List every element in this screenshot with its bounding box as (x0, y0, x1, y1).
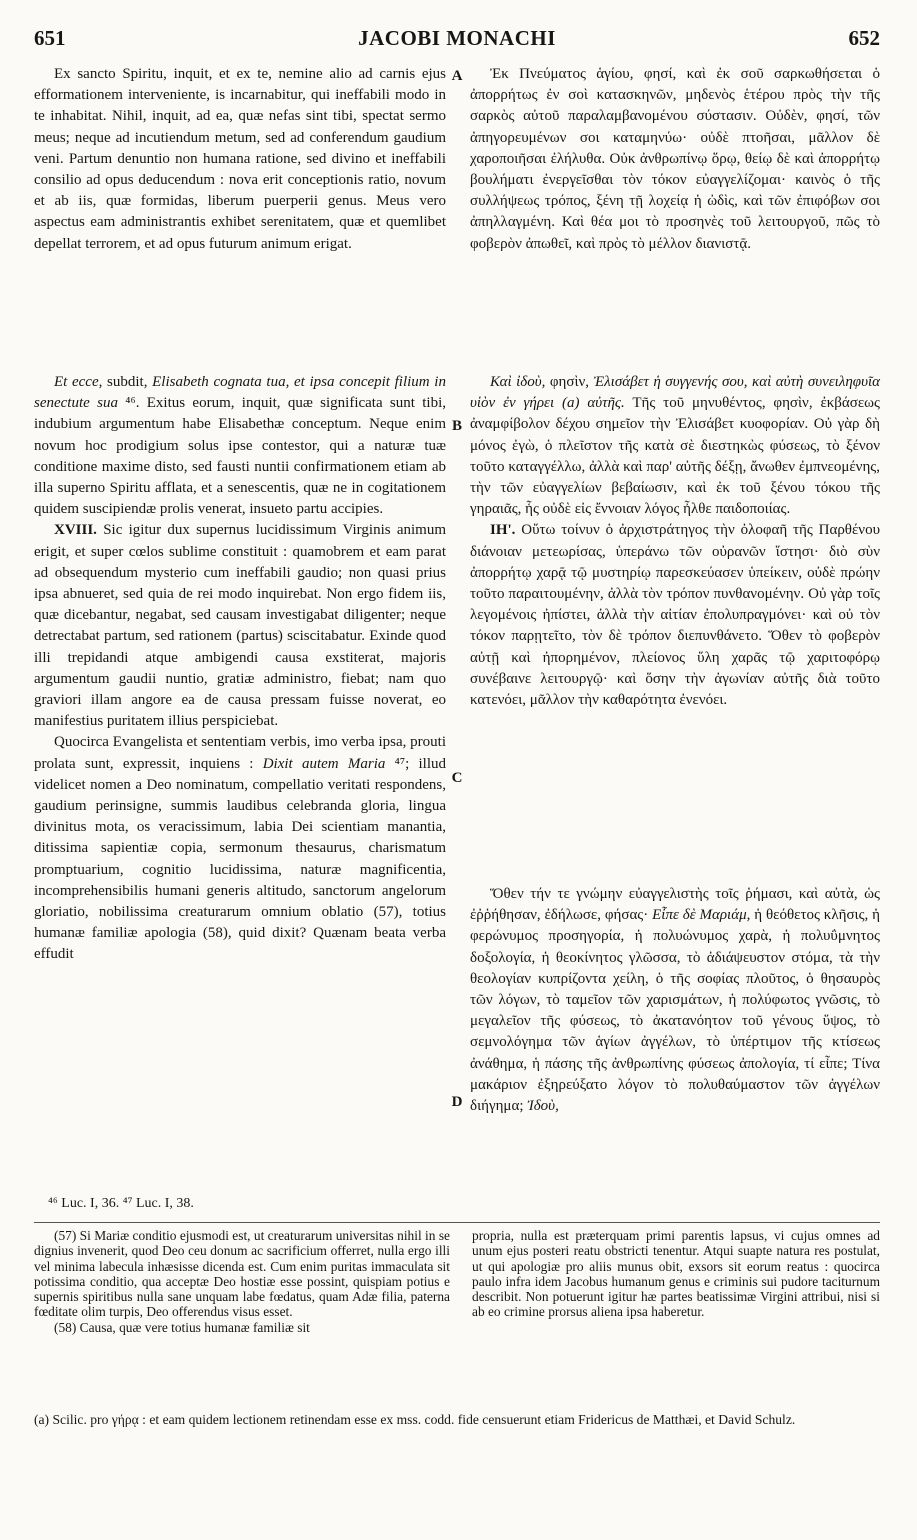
greek-paragraph-1: Ἐκ Πνεύματος ἁγίου, φησί, καὶ ἐκ σοῦ σαρκωθήσεται ὁ ἀπορρήτως ἐν σοὶ κατασκηνῶν, μηδενὸς ἑτέρου πρὸς τὴν τῆς σαρκὸς αὐτοῦ παραλαμβανομένου σύστασιν. Οὐδὲν, φησί, τῶν ἀπηγορευμένων σοι καταμηνύω· οὐδὲ πτοῆσαι, μᾶλλον δὲ χαροποιῆσαι ἐλήλυθα. Οὐκ ἀνθρωπίνῳ ὅρῳ, θείῳ δὲ καὶ ἀπορρήτῳ βουλήματι ἐνεργεῖσθαι τὸν τόκον εὐαγγελίζομαι· καινὸς ὁ τῆς συλλήψεως τρόπος, ξένη τῇ λοχείᾳ ἡ ὠδὶς, καὶ τῶν ἐπιφόβων σοι ἀπηλλαγμένη. Καὶ θέα μοι τὸ προσηνὲς τοῦ λειτουργοῦ, πῶς τὸ φοβερὸν ἀπωθεῖ, καὶ πρὸς τὸ μέλλον διανιστᾷ. (470, 66, 880, 252)
greek-column-block-3 (470, 884, 880, 1117)
footnote-58-continued: propria, nulla est præterquam primi parentis lapsus, vi cujus omnes ad unum ejus posteri reatu obstricti tenentur. Atqui suapte natura res postulat, ut qui apologiæ pro aliis munus obit, exsors sit eorum reatus : quocirca paulo infra idem Jacobus humanum genus e criminis sui pudore taciturnum describit. Non potuerunt igitur hæ partes beatissimæ Virgini attribui, nisi si ab eo crimine prorsus aliena ipsa haberetur. (472, 1228, 880, 1320)
footnotes-left (34, 1228, 450, 1335)
critical-apparatus-note: (a) Scilic. pro γήρᾳ : et eam quidem lectionem retinendam esse ex mss. codd. fide censuerunt etiam Fridericus de Matthæi, et David Schulz. (34, 1412, 796, 1427)
scripture-references: ⁴⁶ Luc. I, 36. ⁴⁷ Luc. I, 38. (48, 1196, 194, 1211)
latin-quote-maria: Dixit autem Maria (262, 755, 386, 772)
latin-column-block-2 (34, 372, 446, 966)
greek-paragraph-4: Ὅθεν τήν τε γνώμην εὐαγγελιστὴς τοῖς ῥήμασι, καὶ αὐτὰ, ὡς ἐῤῥήθησαν, ἐδήλωσε, φήσας· Εἶπε δὲ Μαριάμ, ἡ θεόθετος κλῆσις, ἡ φερώνυμος προσηγορία, ἡ πολυώνυμος χαρὰ, ἡ πολυΰμνητος δοξολογία, ἡ θεοκίνητος γλῶσσα, τὸ ἀδιάψευστον στόμα, τὰ τὴν θεολογίαν κυπρίζοντα χείλη, ὁ τῆς σοφίας πλοῦτος, ὁ θησαυρὸς τῶν λόγων, τὸ ταμεῖον τῶν χαρισμάτων, ἡ πολύφωτος γνῶσις, τὸ μεγαλεῖον τῆς φύσεως, τὸ ἀκατανόητον τοῦ γένους ὕψος, τὸ σεμνολόγημα τῶν ἁγίων ἀγγέλων, τὸ ὑπέρτιμον τῆς κτίσεως ἀνάθημα, ἡ πάσης τῆς ἀνθρωπίνης φύσεως ἀπολογία, τί εἶπε; Τίνα μακάριον ἐξηρεύξατο λόγον τὸ πολυθαύμαστον τῶν ἀγγέλων διήγημα; Ἰδοὺ, (470, 886, 880, 1115)
greek-paragraph-3: ΙΗ'. Οὕτω τοίνυν ὁ ἀρχιστράτηγος τὴν ὀλοφαῆ τῆς Παρθένου διάνοιαν μετεωρίσας, ὑπεράνω τῶν οὐρανῶν ἵστησι· διὸ σὺν ἀπορρήτῳ χαρᾷ τῷ μυστηρίῳ παρεσκεύασεν ὑπείκειν, οὐδὲ πρώην τοῦτο παραιτουμένην, ἀλλὰ τὸν τρόπον πυνθανομένην. Οὐ γὰρ τοῖς λεγομένοις ἠπίστει, ἀλλὰ τὴν αἰτίαν ἐπολυπραγμόνει· καὶ οὐ τὸν τόκον παρῃτεῖτο, τὸν δὲ τρόπον διεπυνθάνετο. Ὅθεν τὸ φοβερὸν αὐτῇ καὶ ἠπορημένον, πλείονος ὕλη χαρᾶς τῷ χαριτοφόρῳ συνέβαινε λειτουργῷ· καὶ ὅσην τὴν ἀγωνίαν αὐτῆς διὰ τοῦτο κατενόει, μᾶλλον τὴν καθαρότητα ἐνενόει. (470, 522, 880, 709)
section-marker-c: C (451, 770, 463, 786)
greek-paragraph-2: Καὶ ἰδοὺ, φησὶν, Ἐλισάβετ ἡ συγγενής σου, καὶ αὐτὴ συνειληφυῖα υἱὸν ἐν γήρει (a) αὐτῆς. Τῆς τοῦ μηνυθέντος, φησὶν, ἐκβάσεως ἀναμφίβολον δέχου σημεῖον τὴν Ἐλισάβετ κυοφορίαν. Οὐ γὰρ δὴ μόνος ἐγὼ, ὁ πλεῖστον τῆς κατὰ σὲ διεστηκὼς φύσεως, τὸ ξένον τοῦτο καταγγέλλω, ἀλλὰ καὶ παρ' αὐτῆς δέξῃ, ἄνωθεν ἐμπνεομένης, τὴν τῶν εὐαγγελίων βεβαίωσιν, καὶ ἐκ τοῦ ξένου τόκου τῆς γηραιᾶς, ἧς οὐδὲ εἰς ἔννοιαν λόγος ἦλθε παιδοποιίας. (470, 374, 881, 518)
footnotes-right (472, 1228, 880, 1320)
latin-paragraph-2: Et ecce, subdit, Elisabeth cognata tua, et ipsa concepit filium in senectute sua ⁴⁶. Exitus eorum, inquit, quæ significata sunt tibi, indubium argumentum habe Elisabethæ conceptum. Neque enim novum hoc prodigium solus ipse contestor, qui a naturæ tuæ conditione maxime disto, sed fausti nuntii confirmationem etiam ab illa superno Spiritu afflata, et a senescentis, quæ ne in cogitationem quidem suscipiendæ prolis venerat, insueto partu accipies. (34, 374, 446, 518)
page-header (34, 20, 880, 60)
section-marker-a: A (451, 68, 463, 84)
latin-ref-47: ⁴⁷ (385, 755, 406, 772)
footnote-58: (58) Causa, quæ vere totius humanæ familiæ sit (54, 1319, 310, 1335)
footnote-57: (57) Si Mariæ conditio ejusmodi est, ut creaturarum universitas nihil in se dignius invenerit, quod Deo ceu donum ac sacrificium offerret, nulla ergo illi vel minima labecula inhæsisse dicenda est. Cum enim puritas immaculata sit potissima conditio, qua acceptæ Deo hostiæ esse possint, quispiam potius e supernis spiritibus nulla sane unquam labe fœdatus, quam Adæ filia, paterna fœditate olim turpis, Deo offerendus visus esset. (34, 1228, 450, 1320)
page-number-right: 652 (848, 26, 880, 50)
running-title: JACOBI MONACHI (358, 26, 556, 50)
section-number-greek: ΙΗ'. (490, 522, 516, 539)
latin-quote: Elisabeth cognata tua, et ipsa concepit filium in senectute sua (34, 374, 446, 412)
latin-paragraph-3: XVIII. Sic igitur dux supernus lucidissimum Virginis animum erigit, et super cœlos sublime constituit : quamobrem et eam parat ad obsequendum mysterio cum ineffabili gaudio; non quasi prius ipsa abnueret, sed quia de rei modo inquirebat. Non ergo fidem iis, quæ dicebantur, negabat, sed causam investigabat diligenter; neque detrectabat partum, sed rationem (partus) sciscitabatur. Exinde quod illi trepidandi atque ambigendi causa exstiterat, majoris argumentum gaudii nuntio, gratiæ administro, fiebat; nam quo graviori illam angore ea de causa pressam fuisse noverat, eo manifestius puritatem illius perspiciebat. (34, 522, 446, 730)
greek-column-block-2 (470, 372, 880, 711)
greek-quote-mariam: Εἶπε δὲ Μαριάμ, (652, 907, 751, 924)
section-marker-b: B (451, 418, 462, 434)
section-marker-d: D (451, 1094, 463, 1110)
footnote-divider (34, 1222, 880, 1223)
greek-quote: Ἐλισάβετ ἡ συγγενής σου, καὶ αὐτὴ συνειληφυῖα υἱὸν ἐν γήρει (a) αὐτῆς. (470, 374, 881, 412)
section-number-latin: XVIII. (54, 522, 97, 539)
greek-column-block-1 (470, 64, 880, 255)
latin-column-block-1 (34, 64, 446, 255)
latin-quote-intro: Et ecce, (54, 374, 103, 390)
latin-paragraph-1: Ex sancto Spiritu, inquit, et ex te, nemine alio ad carnis ejus efformationem interveniente, is incarnabitur, qui ineffabili modo in te inhabitat. Nihil, inquit, ad ea, quæ nefas sint tibi, spectat sermo meus; neque ad incutiendum metum, sed ad conferendum gaudium veni. Partum denuntio non humana ratione, sed divino et ineffabili consilio ad opus deducendum : nova erit conceptionis ratio, novum et ab iis, quæ formidas, liberum puerperii genus. Meus vero aspectus eam administrantis exhibet serenitatem, quæ et quemlibet depellat terrorem, et ad opus futurum animum erigat. (34, 66, 446, 252)
page-number-left: 651 (34, 26, 66, 50)
latin-paragraph-4: Quocirca Evangelista et sententiam verbis, imo verba ipsa, prouti prolata sunt, expressit, inquiens : Dixit autem Maria ⁴⁷; illud videlicet nomen a Deo nominatum, compellatio veritati respondens, gaudium perinsigne, summis laudibus celebranda gloria, lingua divinitus mota, os veracissimum, labia Dei scientiam manantia, ditissima sapientiæ copia, sermonum thesaurus, charismatum promptuarium, cognitio lucidissima, naturæ magnificentia, incomprehensibilis humani generis altitudo, sanctorum angelorum gloriatio, nobilissima creaturarum omnium oblatio (57), totius humanæ familiæ apologia (58), quid dixit? Quænam beata verba effudit (34, 734, 447, 963)
latin-ref-46: ⁴⁶ (117, 395, 136, 412)
